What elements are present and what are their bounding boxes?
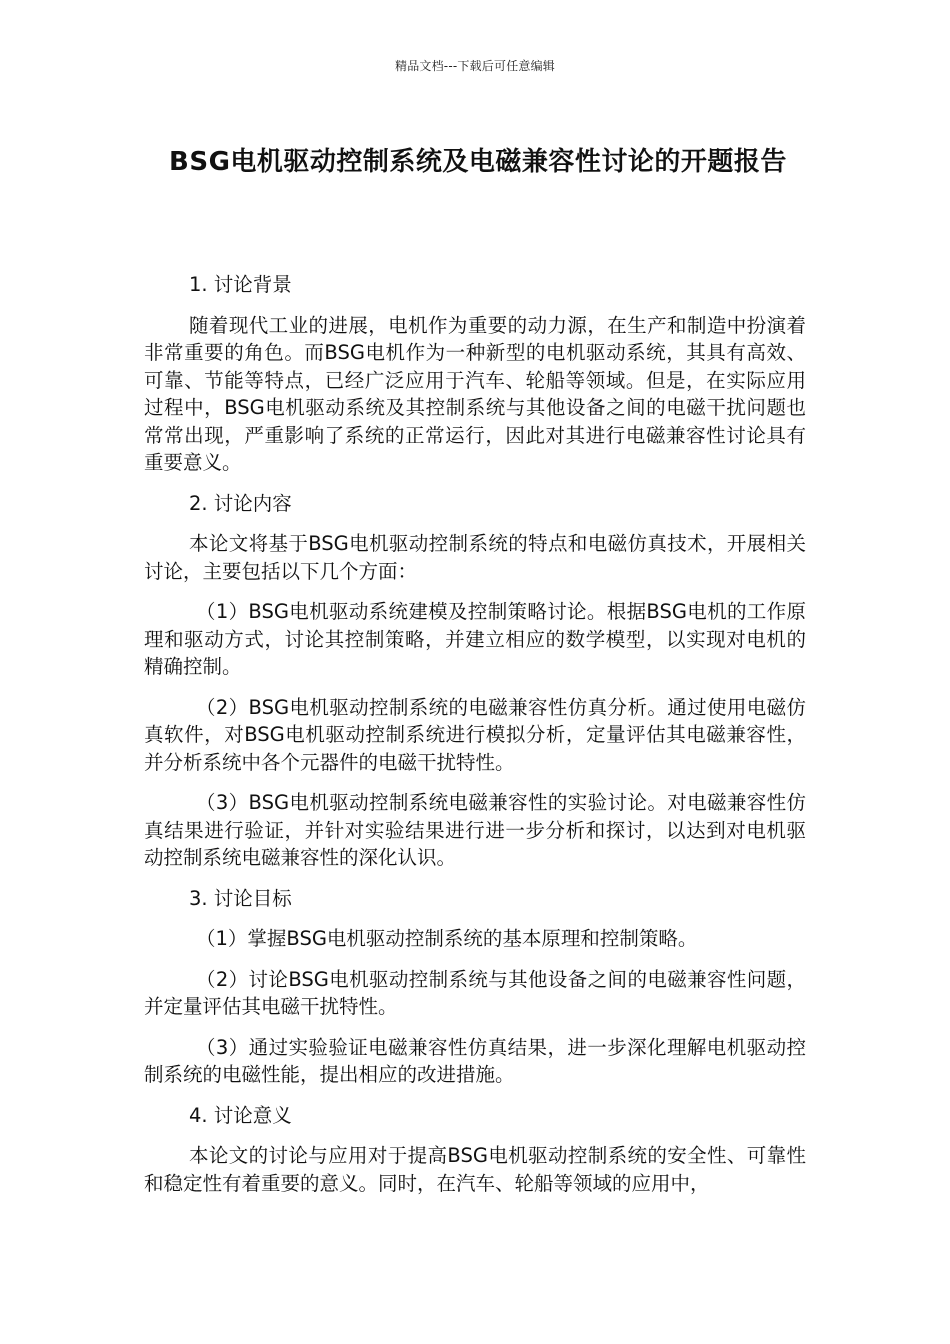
- section-heading-content: 2. 讨论内容: [189, 491, 292, 515]
- goal-item-2: （2）讨论BSG电机驱动控制系统与其他设备之间的电磁兼容性问题，并定量评估其电磁干扰特性。: [144, 967, 806, 1018]
- content-item-2: （2）BSG电机驱动控制系统的电磁兼容性仿真分析。通过使用电磁仿真软件，对BSG电机驱动控制系统进行模拟分析，定量评估其电磁兼容性，并分析系统中各个元器件的电磁干扰特性。: [144, 695, 806, 774]
- content-item-1: （1）BSG电机驱动系统建模及控制策略讨论。根据BSG电机的工作原理和驱动方式，讨论其控制策略，并建立相应的数学模型，以实现对电机的精确控制。: [144, 600, 806, 678]
- content-intro-paragraph: 本论文将基于BSG电机驱动控制系统的特点和电磁仿真技术，开展相关讨论，主要包括以下几个方面：: [144, 532, 806, 583]
- document-body: [144, 271, 806, 1210]
- section-heading-goals: 3. 讨论目标: [189, 886, 292, 910]
- page-title: BSG电机驱动控制系统及电磁兼容性讨论的开题报告: [169, 147, 787, 177]
- section-heading-background: 1. 讨论背景: [189, 273, 292, 296]
- background-paragraph: 随着现代工业的进展，电机作为重要的动力源，在生产和制造中扮演着非常重要的角色。而BSG电机作为一种新型的电机驱动系统，其具有高效、可靠、节能等特点，已经广泛应用于汽车、轮船等领域。但是，在实际应用过程中，BSG电机驱动系统及其控制系统与其他设备之间的电磁干扰问题也常常出现，严重影响了系统的正常运行，因此对其进行电磁兼容性讨论具有重要意义。: [144, 313, 806, 474]
- goal-item-3: （3）通过实验验证电磁兼容性仿真结果，进一步深化理解电机驱动控制系统的电磁性能，提出相应的改进措施。: [144, 1035, 806, 1086]
- header-note: 精品文档---下载后可任意编辑: [395, 59, 555, 73]
- goal-item-1: （1）掌握BSG电机驱动控制系统的基本原理和控制策略。: [196, 927, 698, 950]
- section-heading-significance: 4. 讨论意义: [189, 1103, 292, 1127]
- content-item-3: （3）BSG电机驱动控制系统电磁兼容性的实验讨论。对电磁兼容性仿真结果进行验证，并针对实验结果进行进一步分析和探讨，以达到对电机驱动控制系统电磁兼容性的深化认识。: [144, 791, 806, 869]
- significance-paragraph: 本论文的讨论与应用对于提高BSG电机驱动控制系统的安全性、可靠性和稳定性有着重要的意义。同时，在汽车、轮船等领域的应用中，: [144, 1144, 806, 1195]
